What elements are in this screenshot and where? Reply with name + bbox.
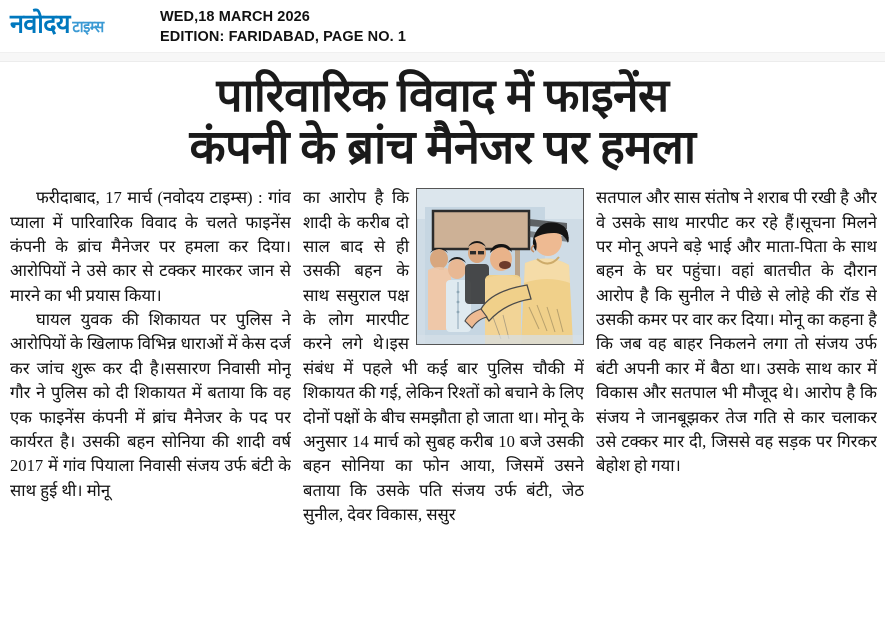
headline-line-1: पारिवारिक विवाद में फाइनेंस (216, 70, 669, 121)
fight-scene-illustration (417, 189, 583, 344)
masthead (0, 0, 885, 52)
article-headline (0, 62, 885, 178)
logo-main-text: नवोदय (10, 9, 71, 39)
article-column-3 (596, 186, 877, 608)
paragraph: फरीदाबाद, 17 मार्च (नवोदय टाइम्स) : गांव प्याला में पारिवारिक विवाद के चलते फाइनेंस कंपनी के ब्रांच मैनेजर पर हमला कर दिया। आरोपियों ने उसे कार से टक्कर मारकर जान से मारने का भी प्रयास किया। (10, 188, 291, 305)
edition-info (160, 8, 406, 47)
header-divider (0, 52, 885, 62)
edition-and-page: EDITION: FARIDABAD, PAGE NO. 1 (160, 28, 407, 45)
paragraph: घायल युवक की शिकायत पर पुलिस ने आरोपियों के खिलाफ विभिन्न धाराओं में केस दर्ज कर जांच शुरू कर दी है।ससारण निवासी मोनू गौर ने पुलिस को दी शिकायत में बताया कि वह एक फाइनेंस कंपनी में ब्रांच मैनेजर के पद पर कार्यरत है। उसकी बहन सोनिया की शादी वर्ष 2017 में गांव पियाला निवासी संजय उर्फ बंटी के साथ हुई थी। मोनू (10, 310, 291, 500)
publication-date: WED,18 MARCH 2026 (160, 9, 310, 25)
article-column-1 (10, 186, 291, 608)
article-column-2 (303, 186, 584, 608)
paragraph: सतपाल और सास संतोष ने शराब पी रखी है और वे उसके साथ मारपीट कर रहे हैं।सूचना मिलने पर मोनू अपने बड़े भाई और माता-पिता के साथ बहन के घर पहुंचा। वहां बातचीत के दौरान आरोप है कि सुनील ने पीछे से लोहे की रॉड से उसकी कमर पर वार कर दिया। मोनू का कहना है कि जब वह बाहर निकलने लगा तो संजय उर्फ बंटी अपनी कार में बैठा था। उसके साथ कार में विकास और सतपाल भी मौजूद थे। आरोप है कि संजय ने जानबूझकर तेज गति से कार चलाकर उसे टक्कर मार दी, जिससे वह सड़क पर गिरकर बेहोश हो गया। (596, 188, 877, 476)
logo-sub-text: टाइम्स (72, 19, 104, 36)
article-body (0, 178, 885, 608)
paragraph: का आरोप है कि शादी के करीब दो साल बाद से ही उसकी बहन के साथ ससुराल पक्ष के लोग मारपीट करने लगे थे।इस संबंध में पहले भी कई बार पुलिस चौकी में शिकायत की गई, लेकिन रिश्तों को बचाने के लिए दोनों पक्षों के बीच समझौता हो जाता था। मोनू के अनुसार 14 मार्च को सुबह करीब 10 बजे उसकी बहन सोनिया का फोन आया, जिसमें उसने बताया कि उसके पति संजय उर्फ बंटी, जेठ सुनील, देवर विकास, ससुर (303, 188, 584, 525)
headline-line-2: कंपनी के ब्रांच मैनेजर पर हमला (189, 121, 696, 174)
newspaper-logo (10, 9, 105, 39)
article-illustration (416, 188, 584, 345)
